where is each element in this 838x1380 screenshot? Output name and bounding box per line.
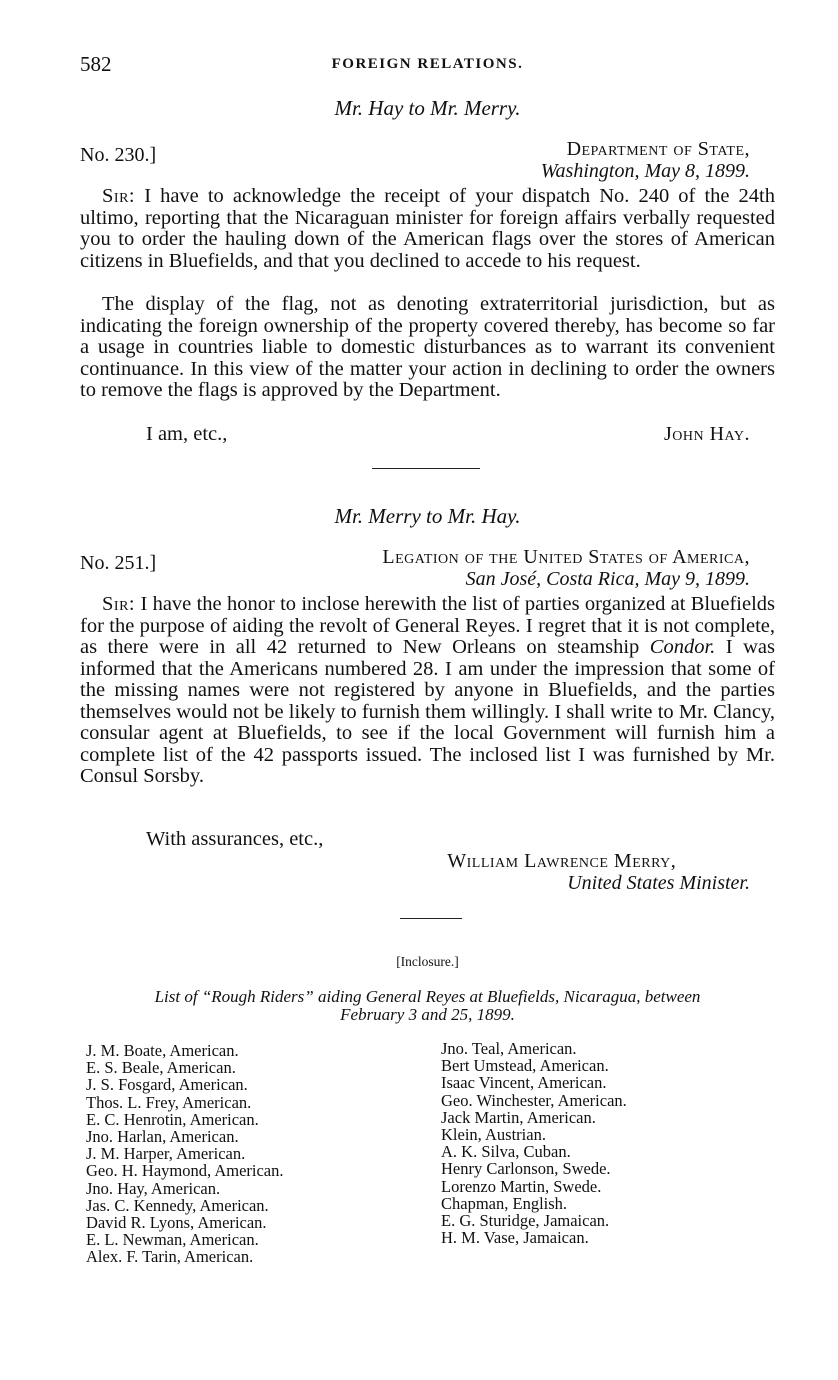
letter1-salutation: Sir: — [102, 185, 136, 207]
list-item: Jack Martin, American. — [441, 1107, 596, 1127]
letter1-address — [541, 138, 750, 182]
list-item: Geo. H. Haymond, American. — [86, 1161, 284, 1181]
list-item: Jno. Teal, American. — [441, 1039, 577, 1058]
list-item: E. S. Beale, American. — [86, 1058, 236, 1078]
letter1-place-date: Washington, May 8, 1899. — [540, 160, 750, 182]
list-item: A. K. Silva, Cuban. — [441, 1142, 571, 1162]
letter1-paragraph-1-text: I have to acknowledge the receipt of your dispatch No. 240 of the 24th ultimo, reporting that the Nicaraguan minister for foreign affairs verbally requested you to order the hauling down of the American flags over the stores of American citizens in Bluefields, and that you declined to accede to his request. — [80, 185, 776, 272]
list-item: Klein, Austrian. — [441, 1125, 546, 1145]
letter2-signature-title: United States Minister. — [567, 872, 750, 894]
inclosure-label: [Inclosure.] — [396, 954, 459, 969]
running-title: FOREIGN RELATIONS. — [331, 56, 524, 72]
list-item: J. M. Harper, American. — [86, 1144, 246, 1164]
section-divider-2 — [400, 918, 462, 919]
list-item: J. M. Boate, American. — [86, 1041, 239, 1060]
list-item: E. C. Henrotin, American. — [86, 1109, 259, 1129]
letter2-paragraph-text-1: I have the honor to inclose herewith the list of parties organized at Bluefields for the purpose of aiding the revolt of General Reyes. I regret that it is not complete, as there were in all 42 returned to New Orleans on steamship — [80, 593, 776, 658]
list-item: Jas. C. Kennedy, American. — [86, 1195, 269, 1215]
names-list-right — [441, 1040, 627, 1246]
letter2-paragraph — [80, 594, 775, 788]
list-item: Bert Umstead, American. — [441, 1056, 609, 1076]
list-item: E. G. Sturidge, Jamaican. — [441, 1211, 610, 1231]
letter2-legation: Legation of the United States of America, — [382, 546, 750, 568]
letter1-paragraph-1 — [80, 186, 775, 272]
letter2-number: No. 251.] — [80, 552, 157, 574]
list-item: Thos. L. Frey, American. — [86, 1092, 252, 1112]
page-header — [80, 52, 775, 78]
list-item: David R. Lyons, American. — [86, 1213, 267, 1233]
letter2-address — [382, 546, 750, 590]
list-title-line-2: February 3 and 25, 1899. — [340, 1005, 515, 1024]
letter2-title: Mr. Merry to Mr. Hay. — [334, 504, 521, 528]
list-item: Lorenzo Martin, Swede. — [441, 1176, 602, 1196]
letter1-closing: I am, etc., — [146, 423, 228, 445]
section-divider-1 — [372, 468, 480, 469]
list-item: Isaac Vincent, American. — [441, 1073, 607, 1093]
letter1-title: Mr. Hay to Mr. Merry. — [334, 96, 521, 120]
document-page — [80, 0, 775, 1380]
list-item: Jno. Hay, American. — [86, 1178, 221, 1198]
list-item: E. L. Newman, American. — [86, 1230, 259, 1250]
list-item: Henry Carlonson, Swede. — [441, 1159, 611, 1179]
letter2-signature: William Lawrence Merry, — [447, 850, 677, 872]
names-list-left — [86, 1042, 284, 1266]
list-item: Jno. Harlan, American. — [86, 1127, 239, 1147]
letter1-department: Department of State, — [566, 138, 750, 160]
list-item: J. S. Fosgard, American. — [86, 1075, 248, 1095]
page-number: 582 — [80, 52, 112, 76]
letter2-closing: With assurances, etc., — [146, 828, 324, 850]
list-item: Alex. F. Tarin, American. — [86, 1247, 254, 1267]
letter2-place-date: San José, Costa Rica, May 9, 1899. — [465, 568, 750, 590]
letter1-signature: John Hay. — [664, 423, 750, 445]
letter2-signature-block — [447, 850, 750, 894]
letter2-paragraph-text-2: I was informed that the Americans numbered 28. I am under the impression that some of the missing names were not registered by anyone in Bluefields, and the parties themselves would not be likely to furnish them willingly. I shall write to Mr. Clancy, consular agent at Bluefields, to see if the local Government will furnish him a complete list of the 42 passports issued. The inclosed list I was furnished by Mr. Consul Sorsby. — [80, 636, 775, 787]
letter1-paragraph-2: The display of the flag, not as denoting extraterritorial jurisdiction, but as indicating the foreign ownership of the property covered thereby, has become so far a usage in countries liable to domestic disturbances as to warrant its convenient continuance. In this view of the matter your action in declining to order the owners to remove the flags is approved by the Department. — [80, 293, 775, 401]
letter2-salutation: Sir: — [102, 593, 136, 615]
list-item: H. M. Vase, Jamaican. — [441, 1228, 589, 1248]
list-item: Chapman, English. — [441, 1193, 568, 1213]
list-item: Geo. Winchester, American. — [441, 1090, 627, 1110]
list-title-line-1: List of “Rough Riders” aiding General Reyes at Bluefields, Nicaragua, between — [154, 987, 701, 1006]
letter2-ship-name: Condor. — [649, 636, 716, 658]
inclosure-list-title — [80, 988, 775, 1024]
letter1-number: No. 230.] — [80, 144, 157, 166]
